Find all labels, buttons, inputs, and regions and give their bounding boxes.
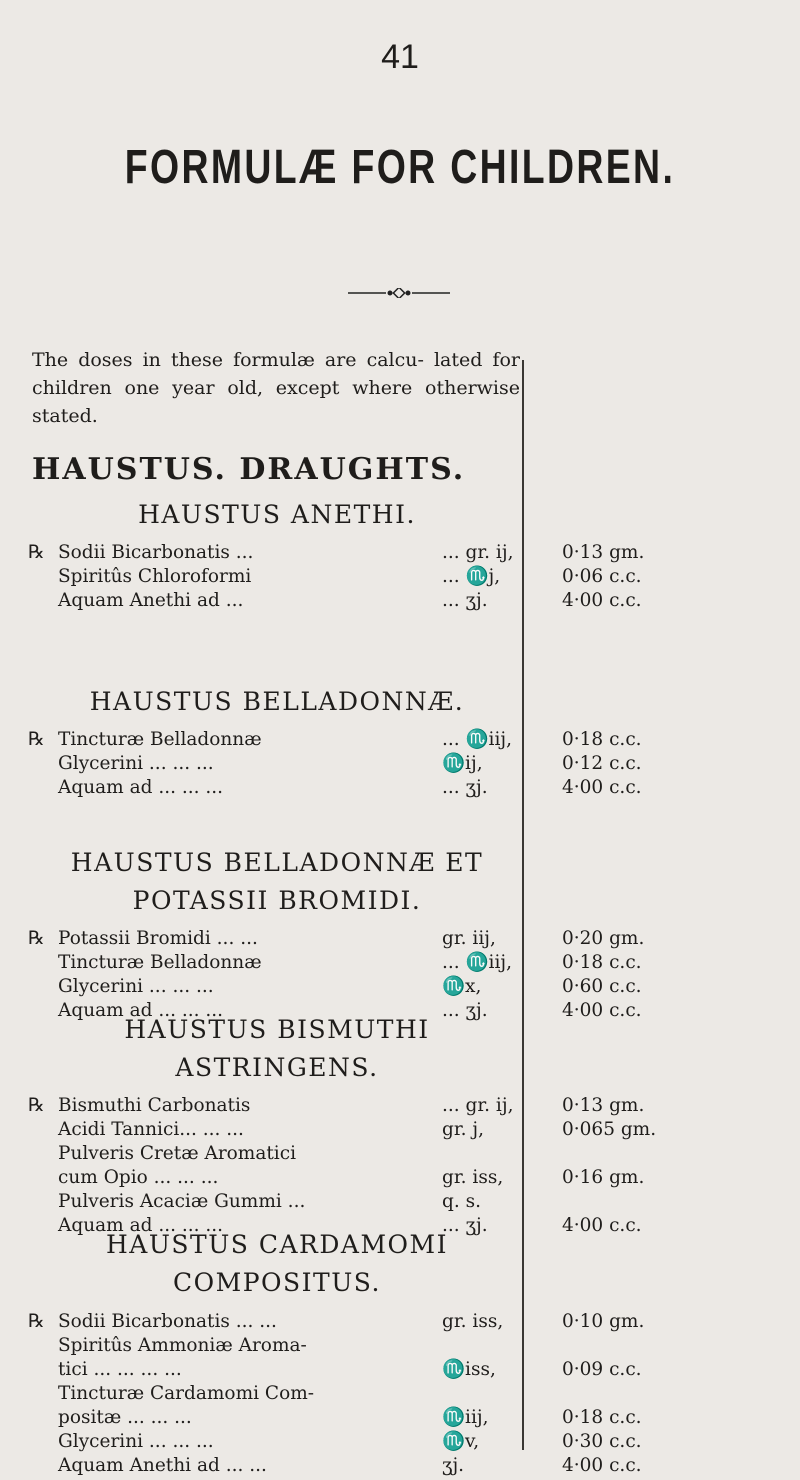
metric-dose: 0·18 c.c. [562, 729, 642, 750]
intro-paragraph: The doses in these formulæ are calcu- lated for children one year old, except where otherwise stated. [32, 349, 520, 427]
ingredient-name: Tincturæ Cardamomi Com- [58, 1383, 315, 1404]
ingredient-name: positæ ... ... ... [58, 1407, 192, 1428]
ingredient-dose: ... ʒj. [442, 1000, 488, 1021]
page-number: 41 [381, 38, 419, 76]
ingredient-dose: ... ♏j, [442, 566, 501, 587]
ingredient-name: Sodii Bicarbonatis ... ... [58, 1311, 277, 1332]
ingredient-dose: ... ʒj. [442, 777, 488, 798]
ingredient-name: Sodii Bicarbonatis ... [58, 542, 254, 563]
metric-dose: 0·16 gm. [562, 1167, 645, 1188]
ingredient-dose: q. s. [442, 1191, 481, 1212]
ingredient-name: Acidi Tannici... ... ... [58, 1119, 244, 1140]
formula-title: ASTRINGENS. [175, 1053, 379, 1082]
ingredient-name: Spiritûs Ammoniæ Aroma- [58, 1335, 307, 1356]
formula-title: HAUSTUS BELLADONNÆ. [89, 687, 465, 716]
formula-title: HAUSTUS ANETHI. [138, 500, 416, 529]
ingredient-dose: ... ʒj. [442, 1215, 488, 1236]
ingredient-name: Potassii Bromidi ... ... [58, 928, 258, 949]
recipe-symbol: ℞ [28, 542, 45, 563]
ingredient-name: cum Opio ... ... ... [58, 1167, 219, 1188]
ingredient-dose: ... gr. ij, [442, 1095, 514, 1116]
section-heading: HAUSTUS. DRAUGHTS. [32, 452, 466, 487]
ingredient-name: Pulveris Cretæ Aromatici [58, 1143, 297, 1164]
metric-dose: 4·00 c.c. [562, 777, 642, 798]
ingredient-dose: gr. iij, [442, 928, 496, 949]
metric-dose: 4·00 c.c. [562, 1455, 642, 1476]
ingredient-dose: ♏v, [442, 1431, 480, 1452]
ingredient-dose: ... ♏iij, [442, 952, 513, 973]
ingredient-name: Aquam ad ... ... ... [58, 777, 224, 798]
ingredient-name: Bismuthi Carbonatis [58, 1095, 251, 1116]
page-title: FORMULÆ FOR CHILDREN. [124, 141, 676, 194]
ingredient-dose: ♏iss, [442, 1359, 496, 1380]
metric-dose: 0·20 gm. [562, 928, 645, 949]
ingredient-dose: ... ʒj. [442, 590, 488, 611]
ingredient-name: tici ... ... ... ... [58, 1359, 182, 1380]
metric-dose: 0·60 c.c. [562, 976, 642, 997]
ingredient-dose: gr. iss, [442, 1311, 504, 1332]
ingredient-name: Aquam ad ... ... ... [58, 1215, 224, 1236]
metric-dose: 0·09 c.c. [562, 1359, 642, 1380]
ingredient-name: Tincturæ Belladonnæ [58, 729, 262, 750]
recipe-symbol: ℞ [28, 1311, 45, 1332]
metric-dose: 0·10 gm. [562, 1311, 645, 1332]
metric-dose: 4·00 c.c. [562, 1000, 642, 1021]
column-divider [522, 360, 524, 1450]
ornament-divider [348, 288, 450, 298]
recipe-symbol: ℞ [28, 1095, 45, 1116]
ingredient-dose: ... ♏iij, [442, 729, 513, 750]
ingredient-dose: ʒj. [442, 1455, 465, 1476]
formula-title: HAUSTUS BISMUTHI [124, 1015, 430, 1044]
ingredient-name: Spiritûs Chloroformi [58, 566, 252, 587]
metric-dose: 0·18 c.c. [562, 1407, 642, 1428]
metric-dose: 0·12 c.c. [562, 753, 642, 774]
formula-title: HAUSTUS BELLADONNÆ ET [70, 848, 484, 877]
formula-title: HAUSTUS CARDAMOMI [105, 1230, 449, 1259]
metric-dose: 0·06 c.c. [562, 566, 642, 587]
metric-dose: 4·00 c.c. [562, 590, 642, 611]
ingredient-name: Glycerini ... ... ... [58, 753, 214, 774]
ingredient-name: Glycerini ... ... ... [58, 976, 214, 997]
metric-dose: 0·18 c.c. [562, 952, 642, 973]
recipe-symbol: ℞ [28, 928, 45, 949]
metric-dose: 0·13 gm. [562, 542, 645, 563]
ingredient-name: Aquam Anethi ad ... ... [58, 1455, 267, 1476]
ingredient-dose: ♏ij, [442, 753, 483, 774]
formula-title: COMPOSITUS. [173, 1268, 381, 1297]
formula-title: POTASSII BROMIDI. [132, 886, 422, 915]
ingredient-name: Glycerini ... ... ... [58, 1431, 214, 1452]
ingredient-name: Aquam ad ... ... ... [58, 1000, 224, 1021]
ingredient-name: Tincturæ Belladonnæ [58, 952, 262, 973]
ingredient-name: Pulveris Acaciæ Gummi ... [58, 1191, 306, 1212]
ingredient-dose: ... gr. ij, [442, 542, 514, 563]
ingredient-dose: gr. iss, [442, 1167, 504, 1188]
metric-dose: 0·065 gm. [562, 1119, 657, 1140]
ingredient-dose: gr. j, [442, 1119, 485, 1140]
recipe-symbol: ℞ [28, 729, 45, 750]
metric-dose: 0·30 c.c. [562, 1431, 642, 1452]
ingredient-dose: ♏iij, [442, 1407, 489, 1428]
metric-dose: 4·00 c.c. [562, 1215, 642, 1236]
metric-dose: 0·13 gm. [562, 1095, 645, 1116]
ingredient-name: Aquam Anethi ad ... [58, 590, 244, 611]
ingredient-dose: ♏x, [442, 976, 482, 997]
